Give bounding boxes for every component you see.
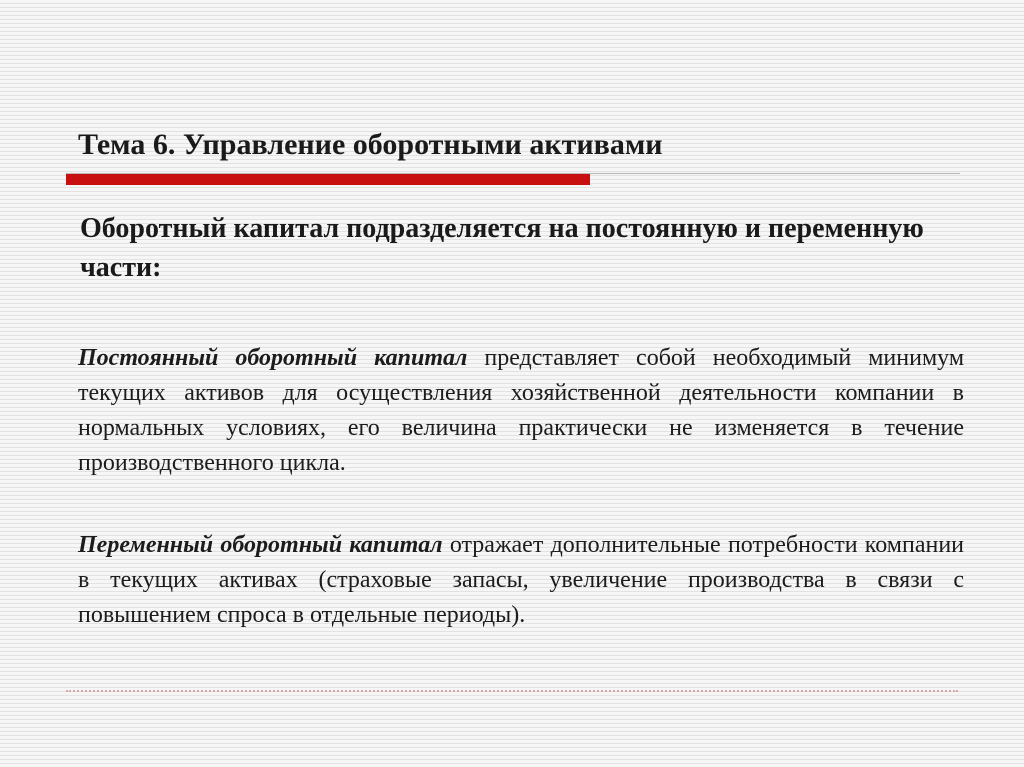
term-variable-capital: Переменный оборотный капитал	[78, 532, 443, 558]
slide-title: Тема 6. Управление оборотными активами	[78, 128, 663, 161]
paragraph-variable-capital	[78, 528, 964, 633]
term-constant-capital: Постоянный оборотный капитал	[78, 345, 468, 371]
title-accent-bar	[66, 174, 590, 185]
paragraph-constant-capital	[78, 341, 964, 481]
definition-constant-capital: представляет собой необходимый минимум текущих активов для осуществления хозяйственной деятельности компании в нормальных условиях, его величина практически не изменяется в течение производственного цикла.	[78, 345, 965, 476]
footer-divider	[66, 690, 958, 692]
slide-subheading: Оборотный капитал подразделяется на постоянную и переменную части:	[80, 213, 924, 283]
definition-variable-capital: отражает дополнительные потребности компании в текущих активах (страховые запасы, увеличение производства в связи с повышением спроса в отдельные периоды).	[78, 532, 965, 628]
